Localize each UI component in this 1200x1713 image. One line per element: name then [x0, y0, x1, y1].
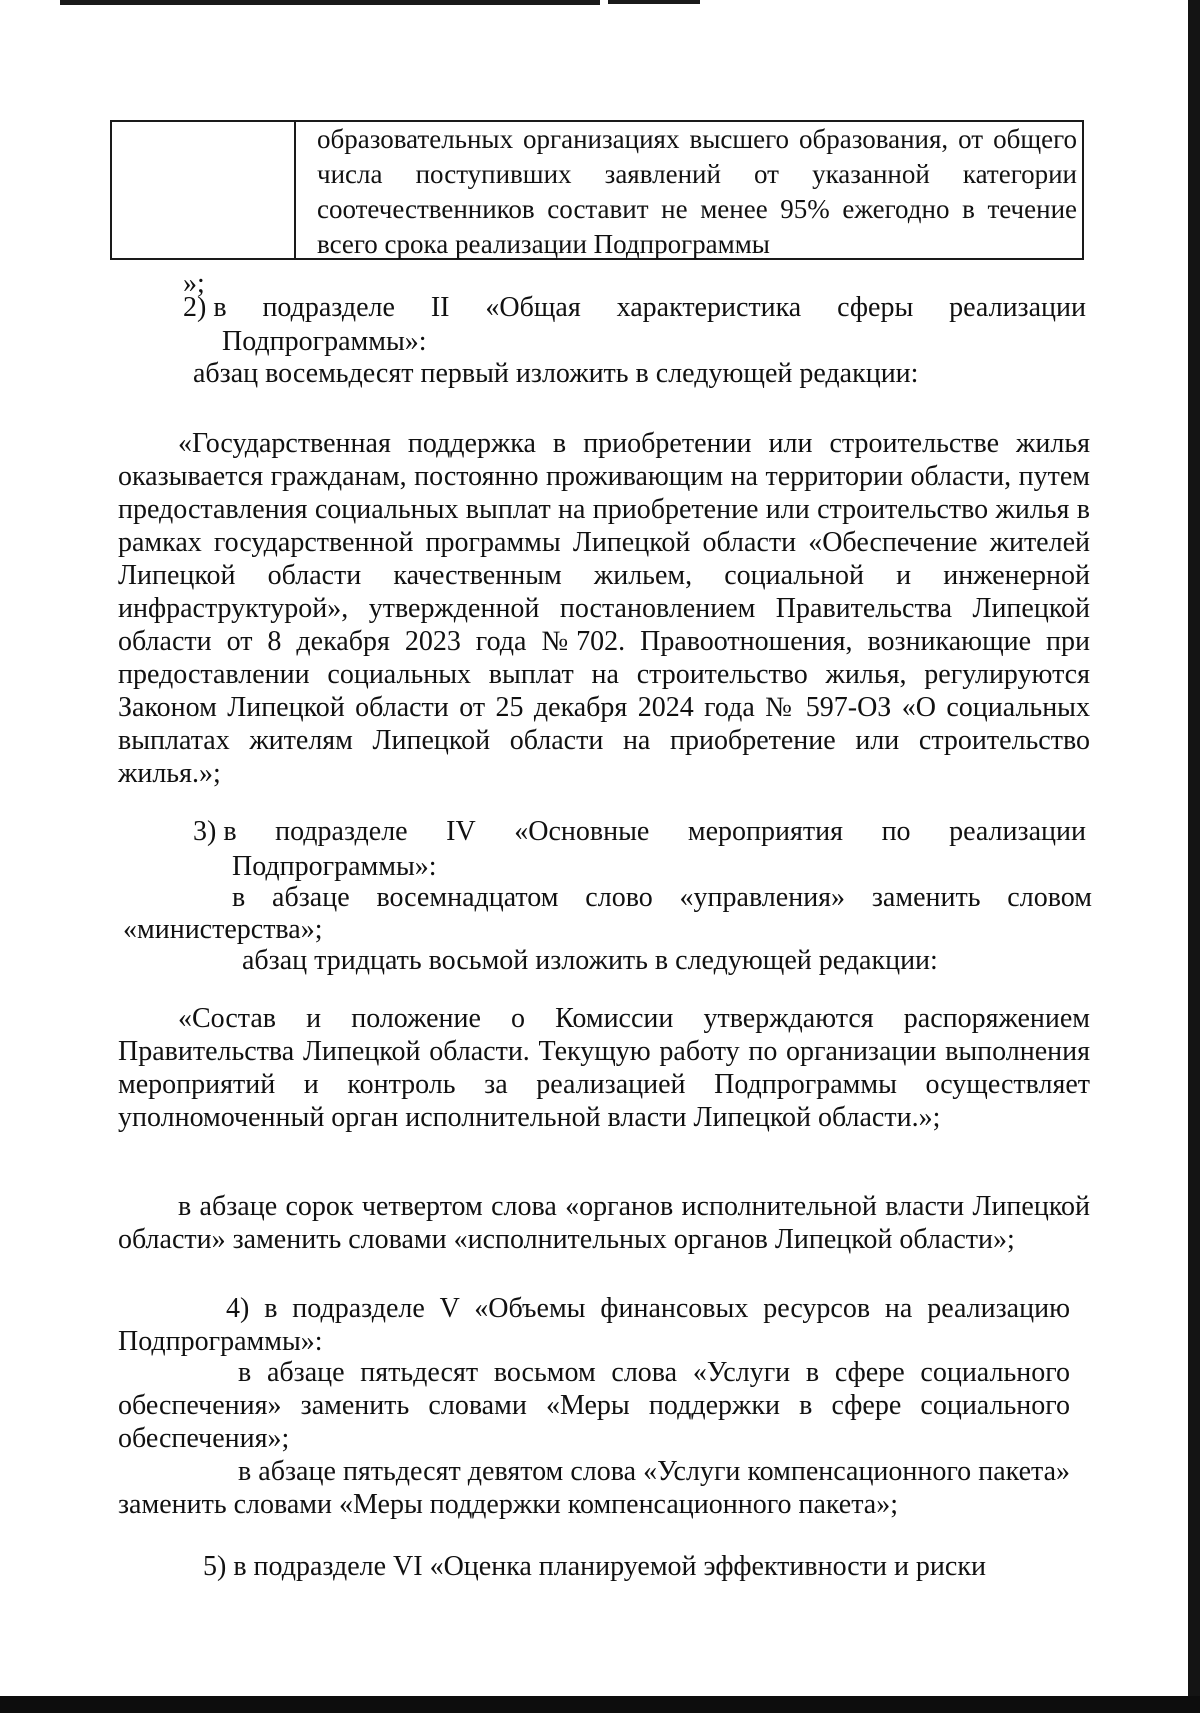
item-5-heading	[118, 1550, 1070, 1583]
item-4-paragraph-3-text: в абзаце пятьдесят девятом слова «Услуги компенсационного пакета» заменить словами «Меры поддержки компенсационного пакета»;	[118, 1456, 1070, 1520]
item-3-line-4: «министерства»;	[123, 914, 323, 945]
quote-close: »;	[183, 268, 205, 299]
table-column-divider	[294, 122, 296, 258]
item-4-paragraph-2	[118, 1356, 1070, 1455]
item-4-heading	[118, 1292, 1070, 1358]
scan-edge-bottom	[0, 1696, 1200, 1713]
item-2-line-3: абзац восемьдесят первый изложить в следующей редакции:	[193, 358, 919, 389]
item-3-word: заменить	[871, 882, 981, 913]
item-3-word: абзаце	[272, 882, 350, 913]
item-2-word: II	[430, 292, 450, 323]
item-3-word: «Основные	[514, 816, 650, 847]
scan-edge-top	[60, 0, 600, 5]
item-3-word: «управления»	[679, 882, 846, 913]
item-2-line-2: Подпрограммы»:	[222, 326, 427, 357]
item-3-word: мероприятия	[687, 816, 843, 847]
table-continuation	[110, 120, 1084, 260]
item-2-paragraph-text: «Государственная поддержка в приобретении или строительстве жилья оказывается гражданам, постоянно проживающим на территории области, путем предоставления социальных выплат на приобретение или строительство жилья в рамках государственной программы Липецкой области «Обеспечение жителей Липецкой области качественным жильем, социальной и инженерной инфраструктурой», утвержденной постановлением Правительства Липецкой области от 8 декабря 2023 года №702. Правоотношения, возникающие при предоставлении социальных выплат на строительство жилья, регулируются Законом Липецкой области от 25 декабря 2024 года № 597-ОЗ «О социальных выплатах жителям Липецкой области на приобретение или строительство жилья.»;	[118, 428, 1090, 789]
item-3-paragraph-text: «Состав и положение о Комиссии утверждаются распоряжением Правительства Липецкой области. Текущую работу по организации выполнения мероприятий и контроль за реализацией Подпрограммы осуществляет уполномоченный орган исполнительной власти Липецкой области.»;	[118, 1003, 1090, 1133]
item-3-heading	[193, 815, 1086, 848]
item-3-word: по	[881, 816, 911, 847]
item-3-word: IV	[446, 816, 476, 847]
item-2-paragraph	[118, 427, 1090, 790]
item-3-word: восемнадцатом	[376, 882, 559, 913]
item-3-word: 3) в	[193, 816, 237, 847]
item-3-paragraph-2-text: в абзаце сорок четвертом слова «органов исполнительной власти Липецкой области» заменить словами «исполнительных органов Липецкой области»;	[118, 1191, 1090, 1255]
item-3-line-2: Подпрограммы»:	[232, 851, 437, 882]
item-3-word: словом	[1007, 882, 1092, 913]
item-2-word: подразделе	[262, 292, 395, 323]
item-3-word: в	[232, 882, 246, 913]
item-2-word: «Общая	[485, 292, 581, 323]
item-3-paragraph-2	[118, 1190, 1090, 1256]
item-3-line-3	[232, 881, 1092, 914]
item-4-paragraph-3	[118, 1455, 1070, 1521]
item-4-heading-text: 4) в подразделе V «Объемы финансовых ресурсов на реализацию Подпрограммы»:	[118, 1293, 1070, 1357]
item-4-paragraph-2-text: в абзаце пятьдесят восьмом слова «Услуги в сфере социального обеспечения» заменить словами «Меры поддержки в сфере социального обеспечения»;	[118, 1357, 1070, 1454]
item-2-word: характеристика	[616, 292, 802, 323]
item-3-paragraph	[118, 1002, 1090, 1134]
table-cell-text: образовательных организациях высшего образования, от общего числа поступивших заявлений от указанной категории соотечественников составит не менее 95% ежегодно в течение всего срока реализации Подпрограммы	[317, 124, 1077, 259]
item-2-word: реализации	[949, 292, 1086, 323]
item-3-word: подразделе	[275, 816, 408, 847]
item-3-word: слово	[585, 882, 653, 913]
item-2-word: 2) в	[183, 292, 227, 323]
scan-edge-top-segment	[608, 0, 700, 4]
item-2-word: сферы	[837, 292, 914, 323]
scan-edge-right	[1188, 0, 1200, 1713]
item-2-heading	[183, 291, 1086, 324]
item-3-word: реализации	[949, 816, 1086, 847]
item-3-line-5: абзац тридцать восьмой изложить в следующей редакции:	[242, 945, 938, 976]
item-5-heading-text: 5) в подразделе VI «Оценка планируемой эффективности и риски	[203, 1551, 986, 1582]
